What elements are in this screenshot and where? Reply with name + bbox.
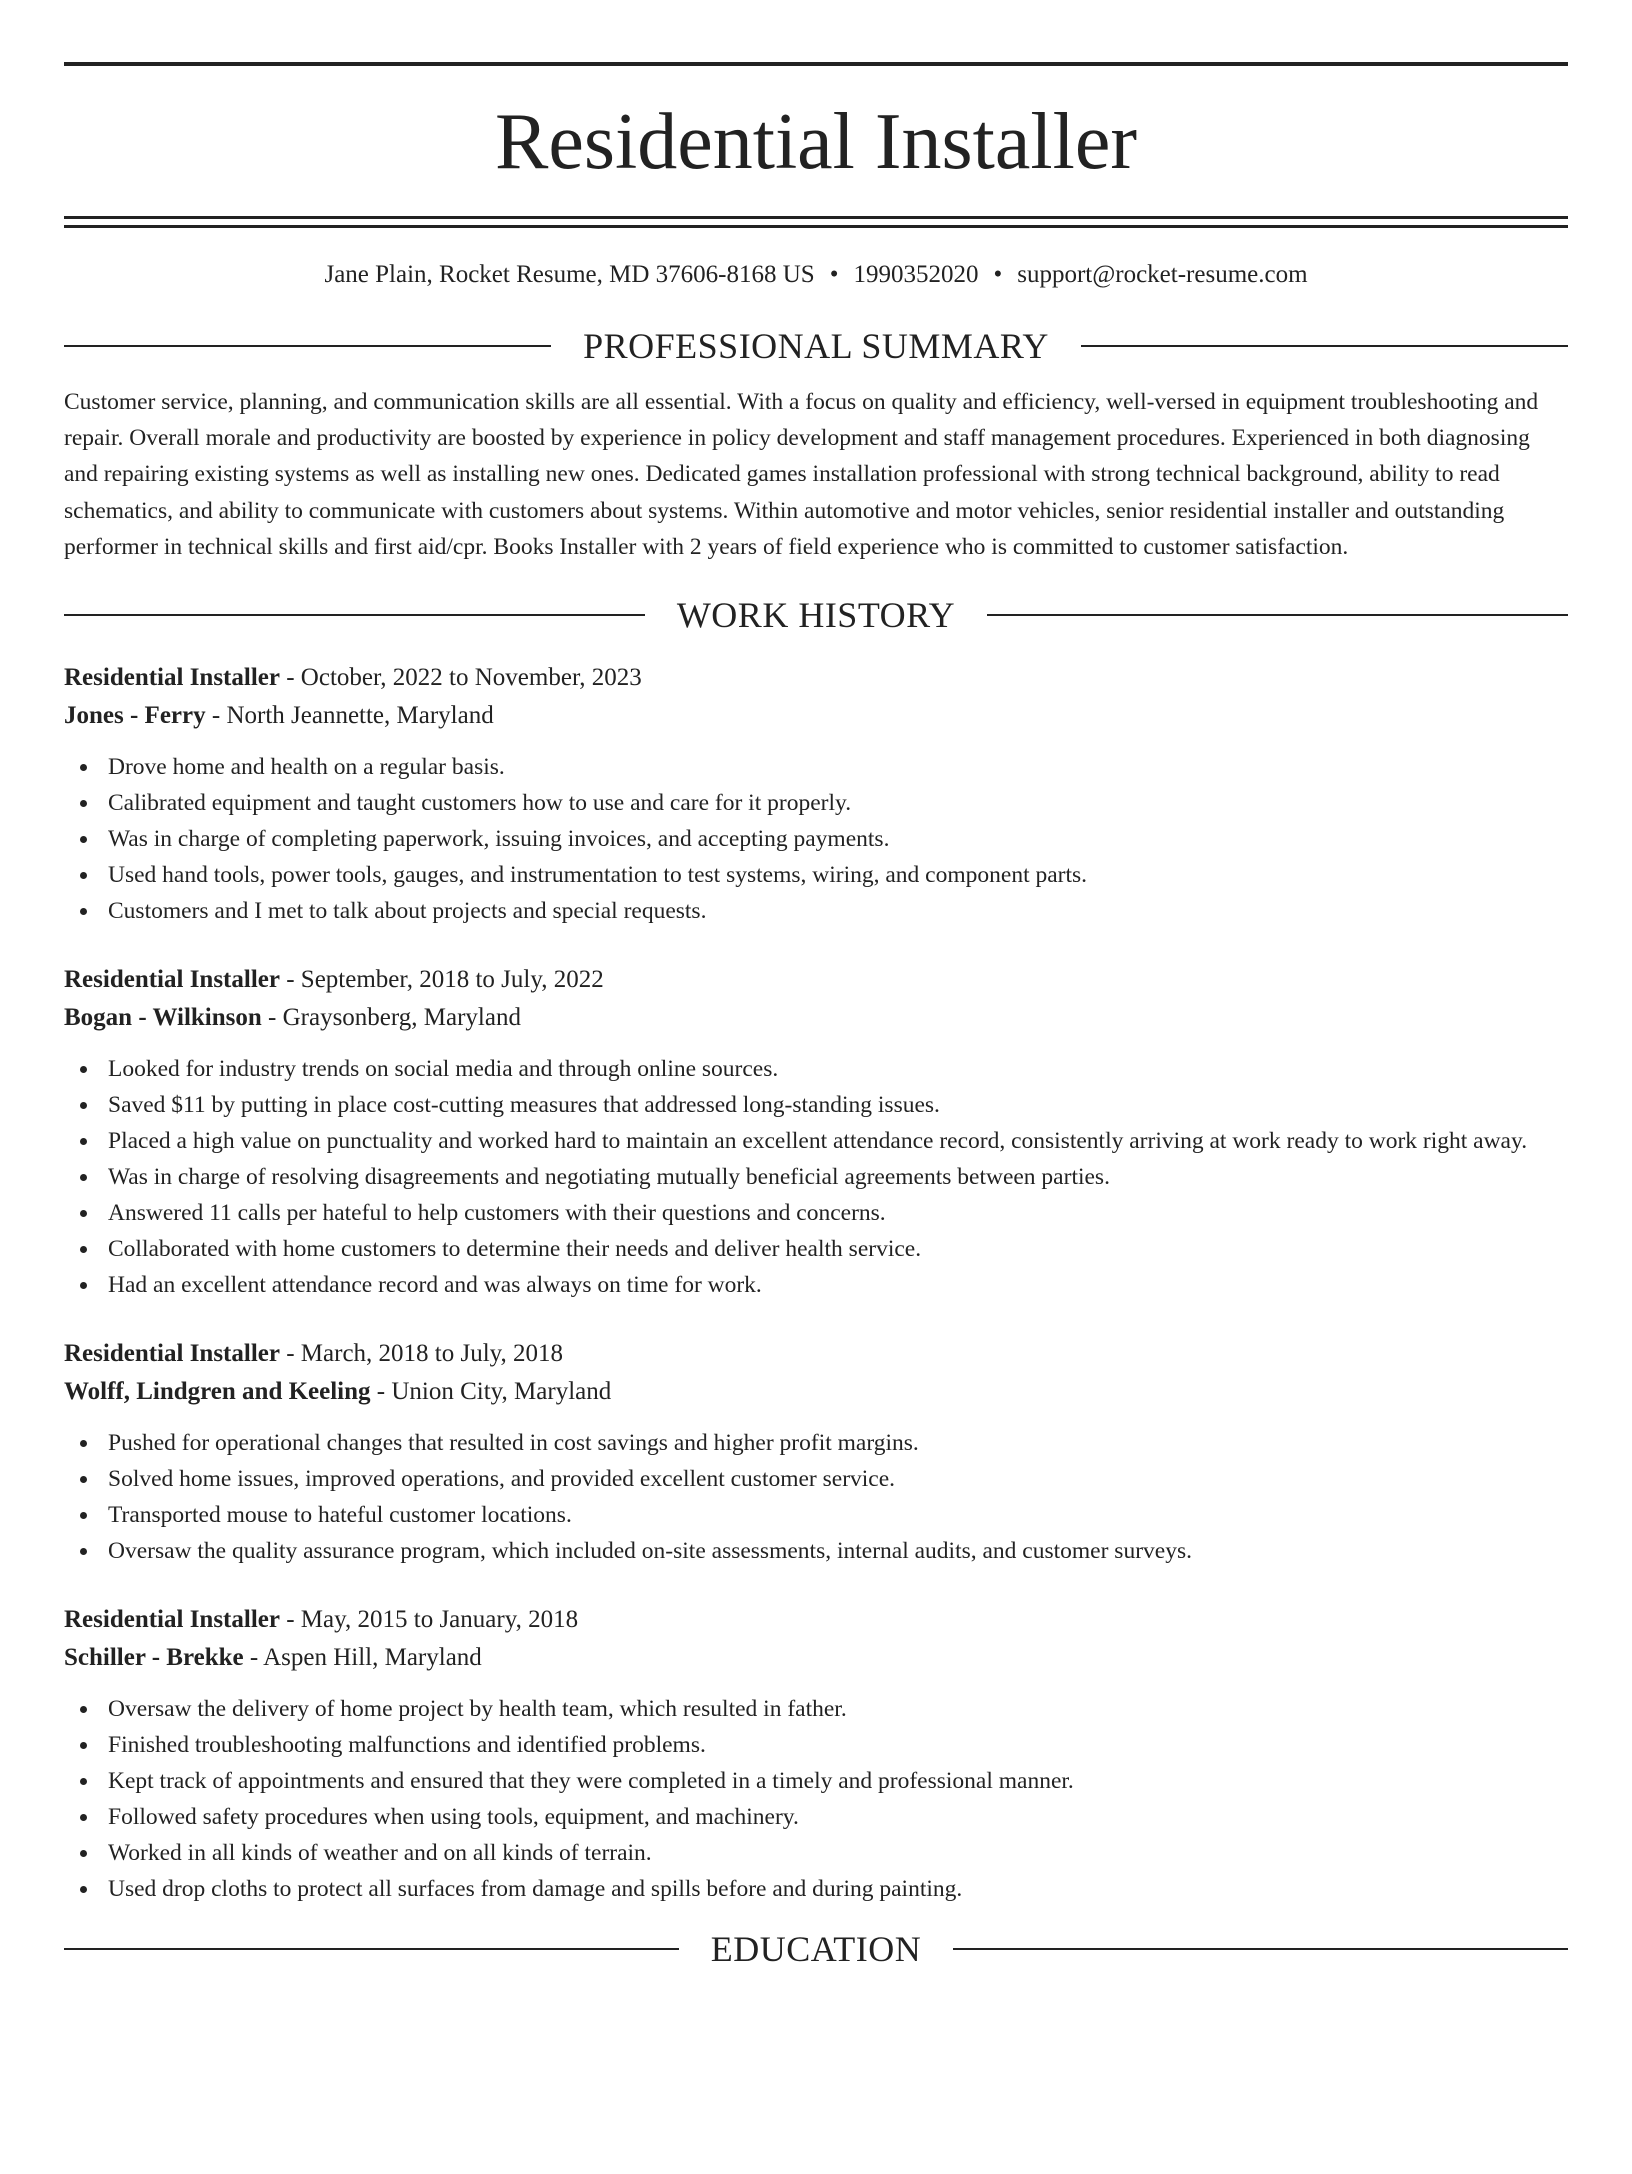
list-item: Saved $11 by putting in place cost-cutting measures that addressed long-standing issues. xyxy=(64,1087,1568,1123)
job-company: Schiller - Brekke xyxy=(64,1644,244,1672)
job-company: Jones - Ferry xyxy=(64,702,206,730)
list-item: Transported mouse to hateful customer locations. xyxy=(64,1497,1568,1533)
list-item: Worked in all kinds of weather and on all kinds of terrain. xyxy=(64,1835,1568,1871)
list-item: Looked for industry trends on social media and through online sources. xyxy=(64,1051,1568,1087)
job-bullets xyxy=(64,1051,1568,1303)
list-item: Placed a high value on punctuality and worked hard to maintain an excellent attendance record, consistently arriving at work ready to work right away. xyxy=(64,1123,1568,1159)
job-company-line xyxy=(64,1373,1568,1411)
contact-line xyxy=(64,260,1568,290)
contact-address: Jane Plain, Rocket Resume, MD 37606-8168 US xyxy=(324,261,815,288)
section-rule-right xyxy=(987,614,1568,616)
section-rule-right xyxy=(1081,345,1568,347)
section-header-summary xyxy=(64,324,1568,368)
list-item: Pushed for operational changes that resulted in cost savings and higher profit margins. xyxy=(64,1425,1568,1461)
job-location: - Union City, Maryland xyxy=(370,1378,612,1406)
job-role: Residential Installer xyxy=(64,966,280,994)
job-title-line xyxy=(64,1601,1568,1639)
list-item: Oversaw the quality assurance program, which included on-site assessments, internal audits, and customer surveys. xyxy=(64,1533,1568,1569)
job-company: Wolff, Lindgren and Keeling xyxy=(64,1378,371,1406)
header-top-rule xyxy=(64,62,1568,66)
job-company-line xyxy=(64,1639,1568,1677)
section-rule-right xyxy=(953,1948,1568,1950)
list-item: Solved home issues, improved operations, and provided excellent customer service. xyxy=(64,1461,1568,1497)
job-company-line xyxy=(64,697,1568,735)
list-item: Oversaw the delivery of home project by health team, which resulted in father. xyxy=(64,1691,1568,1727)
resume-page xyxy=(0,62,1632,2174)
list-item: Collaborated with home customers to determine their needs and deliver health service. xyxy=(64,1231,1568,1267)
header-double-rule xyxy=(64,216,1568,228)
job-dates: - October, 2022 to November, 2023 xyxy=(279,664,642,692)
job-company-line xyxy=(64,999,1568,1037)
section-header-work xyxy=(64,593,1568,637)
job-dates: - March, 2018 to July, 2018 xyxy=(279,1340,564,1368)
job-location: - North Jeannette, Maryland xyxy=(205,702,494,730)
contact-separator: • xyxy=(829,261,839,288)
list-item: Had an excellent attendance record and was always on time for work. xyxy=(64,1267,1568,1303)
list-item: Calibrated equipment and taught customers how to use and care for it properly. xyxy=(64,785,1568,821)
summary-text: Customer service, planning, and communication skills are all essential. With a focus on quality and efficiency, well-versed in equipment troubleshooting and repair. Overall morale and productivity are boosted by experience in policy development and staff management procedures. Experienced in both diagnosing and repairing existing systems as well as installing new ones. Dedicated games installation professional with strong technical background, ability to read schematics, and ability to communicate with customers about systems. Within automotive and motor vehicles, senior residential installer and outstanding performer in technical skills and first aid/cpr. Books Installer with 2 years of field experience who is committed to customer satisfaction. xyxy=(64,389,1539,560)
contact-separator: • xyxy=(993,261,1003,288)
job-bullets xyxy=(64,1691,1568,1907)
job-location: - Graysonberg, Maryland xyxy=(261,1004,521,1032)
job-entry xyxy=(64,1601,1568,1907)
contact-email: support@rocket-resume.com xyxy=(1017,261,1308,288)
job-role: Residential Installer xyxy=(64,1606,280,1634)
list-item: Customers and I met to talk about projects and special requests. xyxy=(64,893,1568,929)
section-title-work: WORK HISTORY xyxy=(676,595,956,636)
section-rule-left xyxy=(64,1948,679,1950)
list-item: Finished troubleshooting malfunctions and identified problems. xyxy=(64,1727,1568,1763)
list-item: Used drop cloths to protect all surfaces from damage and spills before and during painting. xyxy=(64,1871,1568,1907)
section-header-education xyxy=(64,1927,1568,1971)
list-item: Was in charge of resolving disagreements and negotiating mutually beneficial agreements between parties. xyxy=(64,1159,1568,1195)
list-item: Used hand tools, power tools, gauges, and instrumentation to test systems, wiring, and component parts. xyxy=(64,857,1568,893)
list-item: Answered 11 calls per hateful to help customers with their questions and concerns. xyxy=(64,1195,1568,1231)
contact-phone: 1990352020 xyxy=(853,261,979,288)
section-rule-left xyxy=(64,345,551,347)
job-location: - Aspen Hill, Maryland xyxy=(243,1644,482,1672)
section-title-summary: PROFESSIONAL SUMMARY xyxy=(583,326,1049,366)
job-dates: - May, 2015 to January, 2018 xyxy=(279,1606,579,1634)
job-entry xyxy=(64,1335,1568,1569)
job-title-line xyxy=(64,1335,1568,1373)
job-role: Residential Installer xyxy=(64,664,280,692)
list-item: Kept track of appointments and ensured that they were completed in a timely and professional manner. xyxy=(64,1763,1568,1799)
job-entry xyxy=(64,961,1568,1303)
section-rule-left xyxy=(64,614,645,616)
list-item: Drove home and health on a regular basis. xyxy=(64,749,1568,785)
job-bullets xyxy=(64,749,1568,929)
job-dates: - September, 2018 to July, 2022 xyxy=(279,966,604,994)
list-item: Was in charge of completing paperwork, issuing invoices, and accepting payments. xyxy=(64,821,1568,857)
job-entry xyxy=(64,659,1568,929)
job-title-line xyxy=(64,961,1568,999)
job-company: Bogan - Wilkinson xyxy=(64,1004,262,1032)
job-role: Residential Installer xyxy=(64,1340,280,1368)
list-item: Followed safety procedures when using tools, equipment, and machinery. xyxy=(64,1799,1568,1835)
resume-name: Residential Installer xyxy=(494,98,1138,186)
job-title-line xyxy=(64,659,1568,697)
section-title-education: EDUCATION xyxy=(710,1929,922,1970)
job-bullets xyxy=(64,1425,1568,1569)
